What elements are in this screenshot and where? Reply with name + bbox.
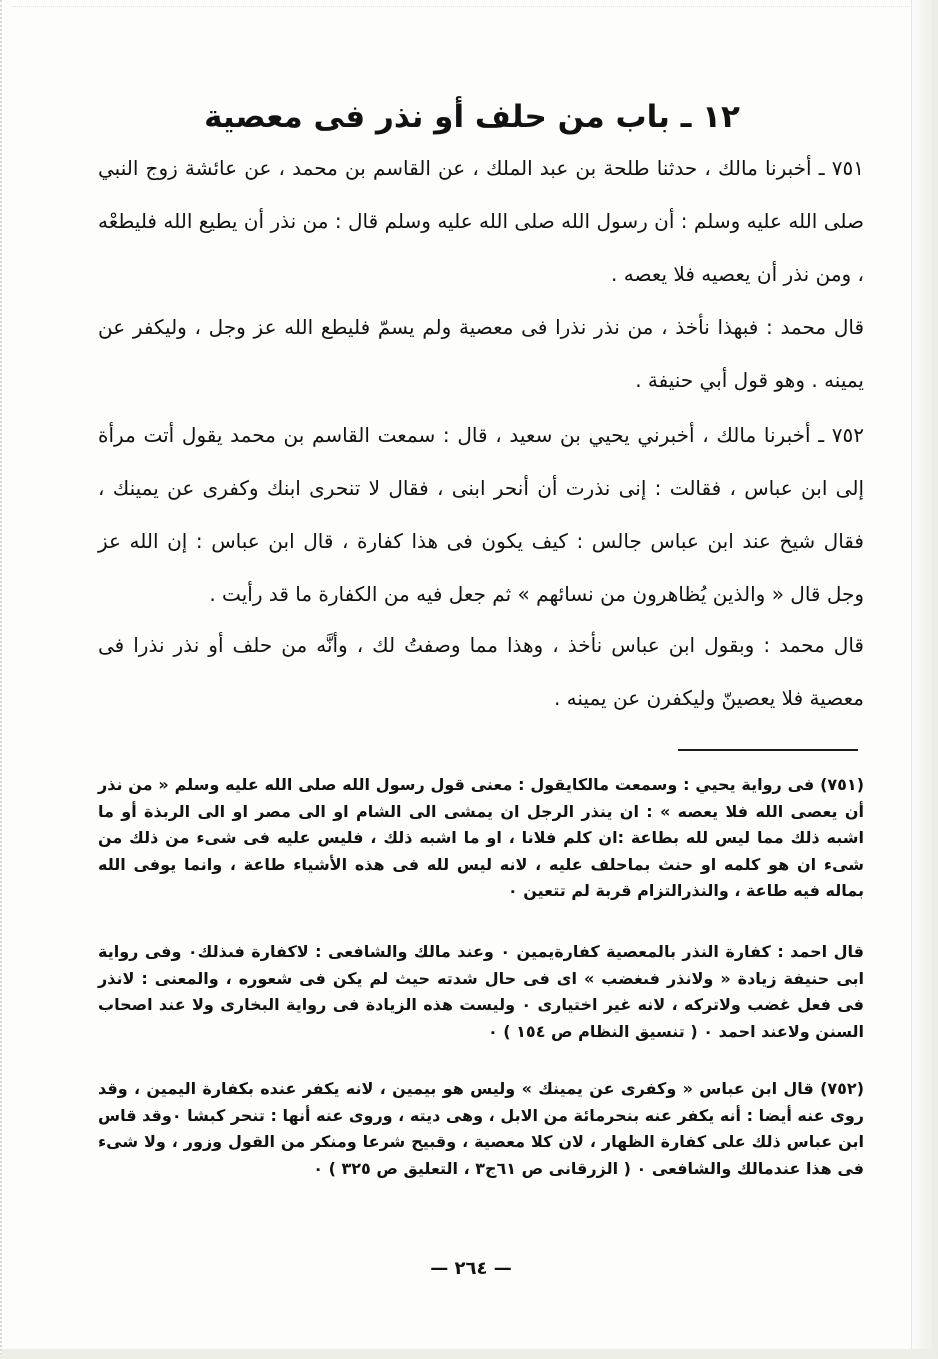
- hadith-751: ٧٥١ ـ أخبرنا مالك ، حدثنا طلحة بن عبد الملك ، عن القاسم بن محمد ، عن عائشة زوج النبي صلى الله عليه وسلم : أن رسول الله صلى الله عليه وسلم قال : من نذر أن يطيع الله فليطعْه ، ومن نذر أن يعصيه فلا يعصه .: [98, 156, 864, 286]
- commentary-muhammad-1: قال محمد : فبهذا نأخذ ، من نذر نذرا فى معصية ولم يسمّ فليطع الله عز وجل ، وليكفر عن يمينه . وهو قول أبي حنيفة .: [98, 315, 864, 392]
- hadith-752: ٧٥٢ ـ أخبرنا مالك ، أخبرني يحيي بن سعيد ، قال : سمعت القاسم بن محمد يقول أتت مرأة إلى ابن عباس ، فقالت : إنى نذرت أن أنحر ابنى ، فقال لا تنحرى ابنك وكفرى عن يمينك ، فقال شيخ عند ابن عباس جالس : كيف يكون فى هذا كفارة ، قال ابن عباس : إن الله عز وجل قال « والذين يُظاهرون من نسائهم » ثم جعل فيه من الكفارة ما قد رأيت .: [98, 423, 864, 606]
- scan-edge-right: [911, 0, 932, 1349]
- chapter-title: ١٢ ـ باب من حلف أو نذر فى معصية: [204, 98, 740, 135]
- footnote-ahmad: قال احمد : كفارة النذر بالمعصية كفارةيمين ٠ وعند مالك والشافعى : لاكفارة فىذلك٠ وفى رواية ابى حنيفة زيادة « ولانذر فىغضب » اى فى حال شدته حيث لم يكن فى شعوره ، والمعنى : لانذر فى فعل غضب ولاتركه ، لانه غير اختيارى ٠ وليست هذه الزيادة فى رواية البخارى ولا عند اصحاب السنن ولاعند احمد ٠ ( تنسيق النظام ص ١٥٤ ) ٠: [98, 942, 865, 1041]
- page-number: — ٢٦٤ —: [430, 1258, 512, 1279]
- scan-edge-top: [12, 6, 922, 10]
- commentary-muhammad-2: قال محمد : وبقول ابن عباس نأخذ ، وهذا مما وصفتُ لك ، وأنَّه من حلف أو نذر نذرا فى معصية فلا يعصينّ وليكفرن عن يمينه .: [98, 633, 864, 710]
- footnote-752: (٧٥٢) قال ابن عباس « وكفرى عن يمينك » وليس هو بيمين ، لانه يكفر عنده بكفارة اليمين ، وقد روى عنه أيضا : أنه يكفر عنه بنحرمائة من الابل ، وهى ديته ، وروى عنه أنها : تنحر كبشا ٠وقد قاس ابن عباس ذلك على كفارة الظهار ، لان كلا معصية ، وقبيح شرعا ومنكر من القول وزور ، ولا شىء فى هذا عندمالك والشافعى ٠ ( الزرقانى ص ٦١ج٣ ، التعليق ص ٣٢٥ ) ٠: [98, 1079, 864, 1178]
- footnote-751: (٧٥١) فى رواية يحيي : وسمعت مالكايقول : معنى قول رسول الله صلى الله عليه وسلم « من نذر أن يعصى الله فلا يعصه » : ان ينذر الرجل ان يمشى الى الشام او الى مصر او الى الربذة أو ما اشبه ذلك مما ليس لله بطاعة :ان كلم فلانا ، او ما اشبه ذلك ، فليس عليه فى شىء من ذلك من شىء ان هو كلمه او حنث بماحلف عليه ، لانه ليس لله فى هذه الأشياء طاعة ، وانما يوفى الله بماله فيه طاعة ، والنذرالتزام قربة لم تتعين ٠: [98, 775, 864, 900]
- footnote-divider: [678, 749, 858, 751]
